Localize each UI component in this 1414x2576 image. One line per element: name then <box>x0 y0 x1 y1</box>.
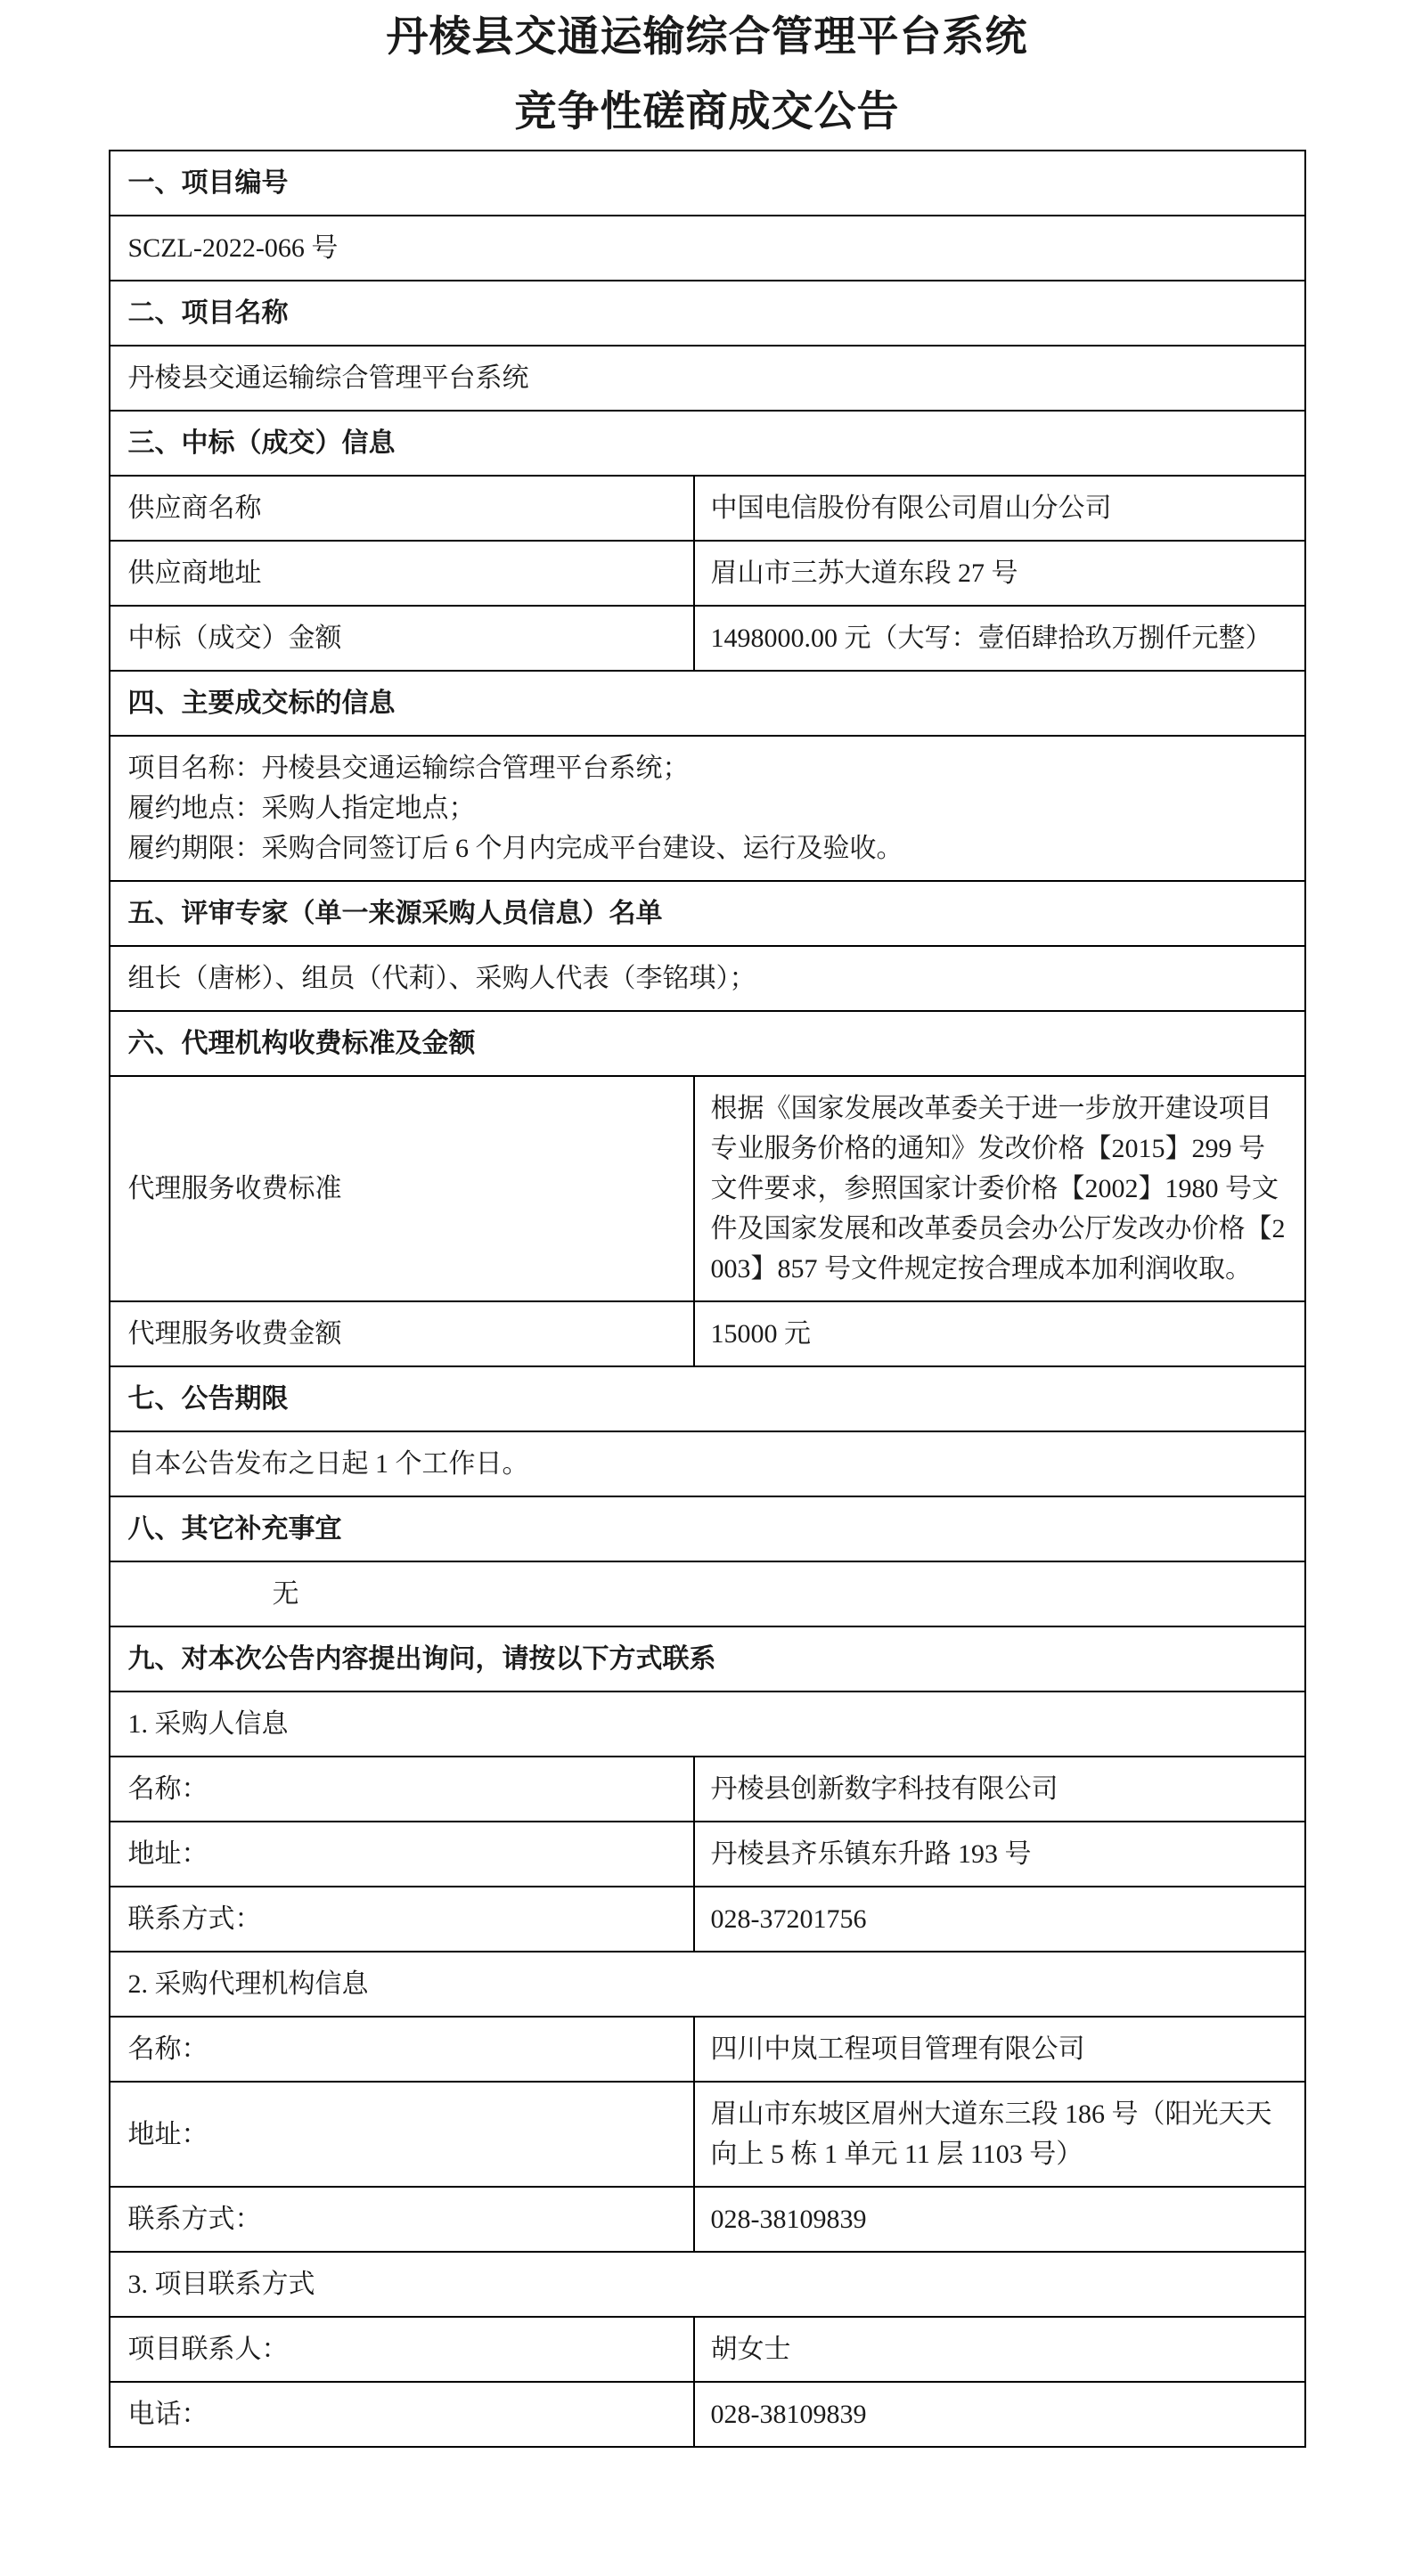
section-deal-subject-header: 四、主要成交标的信息 <box>110 671 1305 736</box>
purchaser-contact-label: 联系方式： <box>110 1887 694 1952</box>
other-matters-value: 无 <box>110 1561 1305 1626</box>
table-row <box>110 1431 1305 1496</box>
agency-fee-amount-label: 代理服务收费金额 <box>110 1301 694 1366</box>
table-row <box>110 946 1305 1011</box>
table-row <box>110 1011 1305 1076</box>
supplier-name-label: 供应商名称 <box>110 476 694 541</box>
agency-contact-value: 028-38109839 <box>694 2187 1305 2252</box>
supplier-address-value: 眉山市三苏大道东段 27 号 <box>694 541 1305 606</box>
project-number-value: SCZL-2022-066 号 <box>110 216 1305 281</box>
section-other-matters-header: 八、其它补充事宜 <box>110 1496 1305 1561</box>
document-title: 丹棱县交通运输综合管理平台系统 <box>386 14 1028 61</box>
project-contact-person-value: 胡女士 <box>694 2317 1305 2382</box>
table-row <box>110 281 1305 346</box>
purchaser-name-value: 丹棱县创新数字科技有限公司 <box>694 1757 1305 1822</box>
table-row <box>110 151 1305 216</box>
project-contact-person-label: 项目联系人： <box>110 2317 694 2382</box>
table-row <box>110 1822 1305 1887</box>
table-row <box>110 671 1305 736</box>
section-announcement-period-header: 七、公告期限 <box>110 1366 1305 1431</box>
agency-info-subheader: 2. 采购代理机构信息 <box>110 1952 1305 2017</box>
purchaser-contact-value: 028-37201756 <box>694 1887 1305 1952</box>
project-name-value: 丹棱县交通运输综合管理平台系统 <box>110 346 1305 411</box>
agency-address-value: 眉山市东坡区眉州大道东三段 186 号（阳光天天向上 5 栋 1 单元 11 层 1103 号） <box>694 2082 1305 2187</box>
table-row <box>110 1626 1305 1692</box>
purchaser-address-label: 地址： <box>110 1822 694 1887</box>
agency-name-label: 名称： <box>110 2017 694 2082</box>
deal-subject-line-place: 履约地点：采购人指定地点； <box>127 794 476 823</box>
project-contact-subheader: 3. 项目联系方式 <box>110 2252 1305 2317</box>
table-row <box>110 2317 1305 2382</box>
table-row <box>110 2082 1305 2187</box>
table-row <box>110 1496 1305 1561</box>
table-row <box>110 736 1305 881</box>
table-row <box>110 2187 1305 2252</box>
deal-subject-details <box>110 736 1305 881</box>
agency-address-label: 地址： <box>110 2082 694 2187</box>
award-amount-label: 中标（成交）金额 <box>110 606 694 671</box>
table-row <box>110 1366 1305 1431</box>
agency-name-value: 四川中岚工程项目管理有限公司 <box>694 2017 1305 2082</box>
table-row <box>110 1692 1305 1757</box>
section-inquiry-contact-header: 九、对本次公告内容提出询问，请按以下方式联系 <box>110 1626 1305 1692</box>
table-row <box>110 411 1305 476</box>
announcement-period-value: 自本公告发布之日起 1 个工作日。 <box>110 1431 1305 1496</box>
agency-fee-amount-value: 15000 元 <box>694 1301 1305 1366</box>
document-page <box>0 14 1414 2576</box>
award-amount-value: 1498000.00 元（大写：壹佰肆拾玖万捌仟元整） <box>694 606 1305 671</box>
announcement-table <box>109 150 1306 2448</box>
table-row <box>110 1757 1305 1822</box>
agency-contact-label: 联系方式： <box>110 2187 694 2252</box>
table-row <box>110 476 1305 541</box>
section-project-name-header: 二、项目名称 <box>110 281 1305 346</box>
project-contact-phone-value: 028-38109839 <box>694 2382 1305 2447</box>
supplier-name-value: 中国电信股份有限公司眉山分公司 <box>694 476 1305 541</box>
purchaser-address-value: 丹棱县齐乐镇东升路 193 号 <box>694 1822 1305 1887</box>
table-row <box>110 2252 1305 2317</box>
table-row <box>110 541 1305 606</box>
purchaser-name-label: 名称： <box>110 1757 694 1822</box>
agency-fee-standard-label: 代理服务收费标准 <box>110 1076 694 1301</box>
purchaser-info-subheader: 1. 采购人信息 <box>110 1692 1305 1757</box>
table-row <box>110 1887 1305 1952</box>
table-row <box>110 1301 1305 1366</box>
deal-subject-line-term: 履约期限：采购合同签订后 6 个月内完成平台建设、运行及验收。 <box>127 834 903 863</box>
deal-subject-line-project: 项目名称：丹棱县交通运输综合管理平台系统； <box>127 754 690 783</box>
section-review-experts-header: 五、评审专家（单一来源采购人员信息）名单 <box>110 881 1305 946</box>
section-agency-fee-header: 六、代理机构收费标准及金额 <box>110 1011 1305 1076</box>
table-row <box>110 2017 1305 2082</box>
review-experts-value: 组长（唐彬）、组员（代莉）、采购人代表（李铭琪）； <box>110 946 1305 1011</box>
agency-fee-standard-value: 根据《国家发展改革委关于进一步放开建设项目专业服务价格的通知》发改价格【2015】299 号文件要求，参照国家计委价格【2002】1980 号文件及国家发展和改革委员会办公厅发改办价格【2003】857 号文件规定按合理成本加利润收取。 <box>694 1076 1305 1301</box>
section-project-number-header: 一、项目编号 <box>110 151 1305 216</box>
table-row <box>110 216 1305 281</box>
table-row <box>110 606 1305 671</box>
document-subtitle: 竞争性磋商成交公告 <box>514 89 900 135</box>
section-award-info-header: 三、中标（成交）信息 <box>110 411 1305 476</box>
table-row <box>110 2382 1305 2447</box>
table-row <box>110 881 1305 946</box>
table-row <box>110 346 1305 411</box>
project-contact-phone-label: 电话： <box>110 2382 694 2447</box>
table-row <box>110 1076 1305 1301</box>
table-row <box>110 1952 1305 2017</box>
supplier-address-label: 供应商地址 <box>110 541 694 606</box>
table-row <box>110 1561 1305 1626</box>
